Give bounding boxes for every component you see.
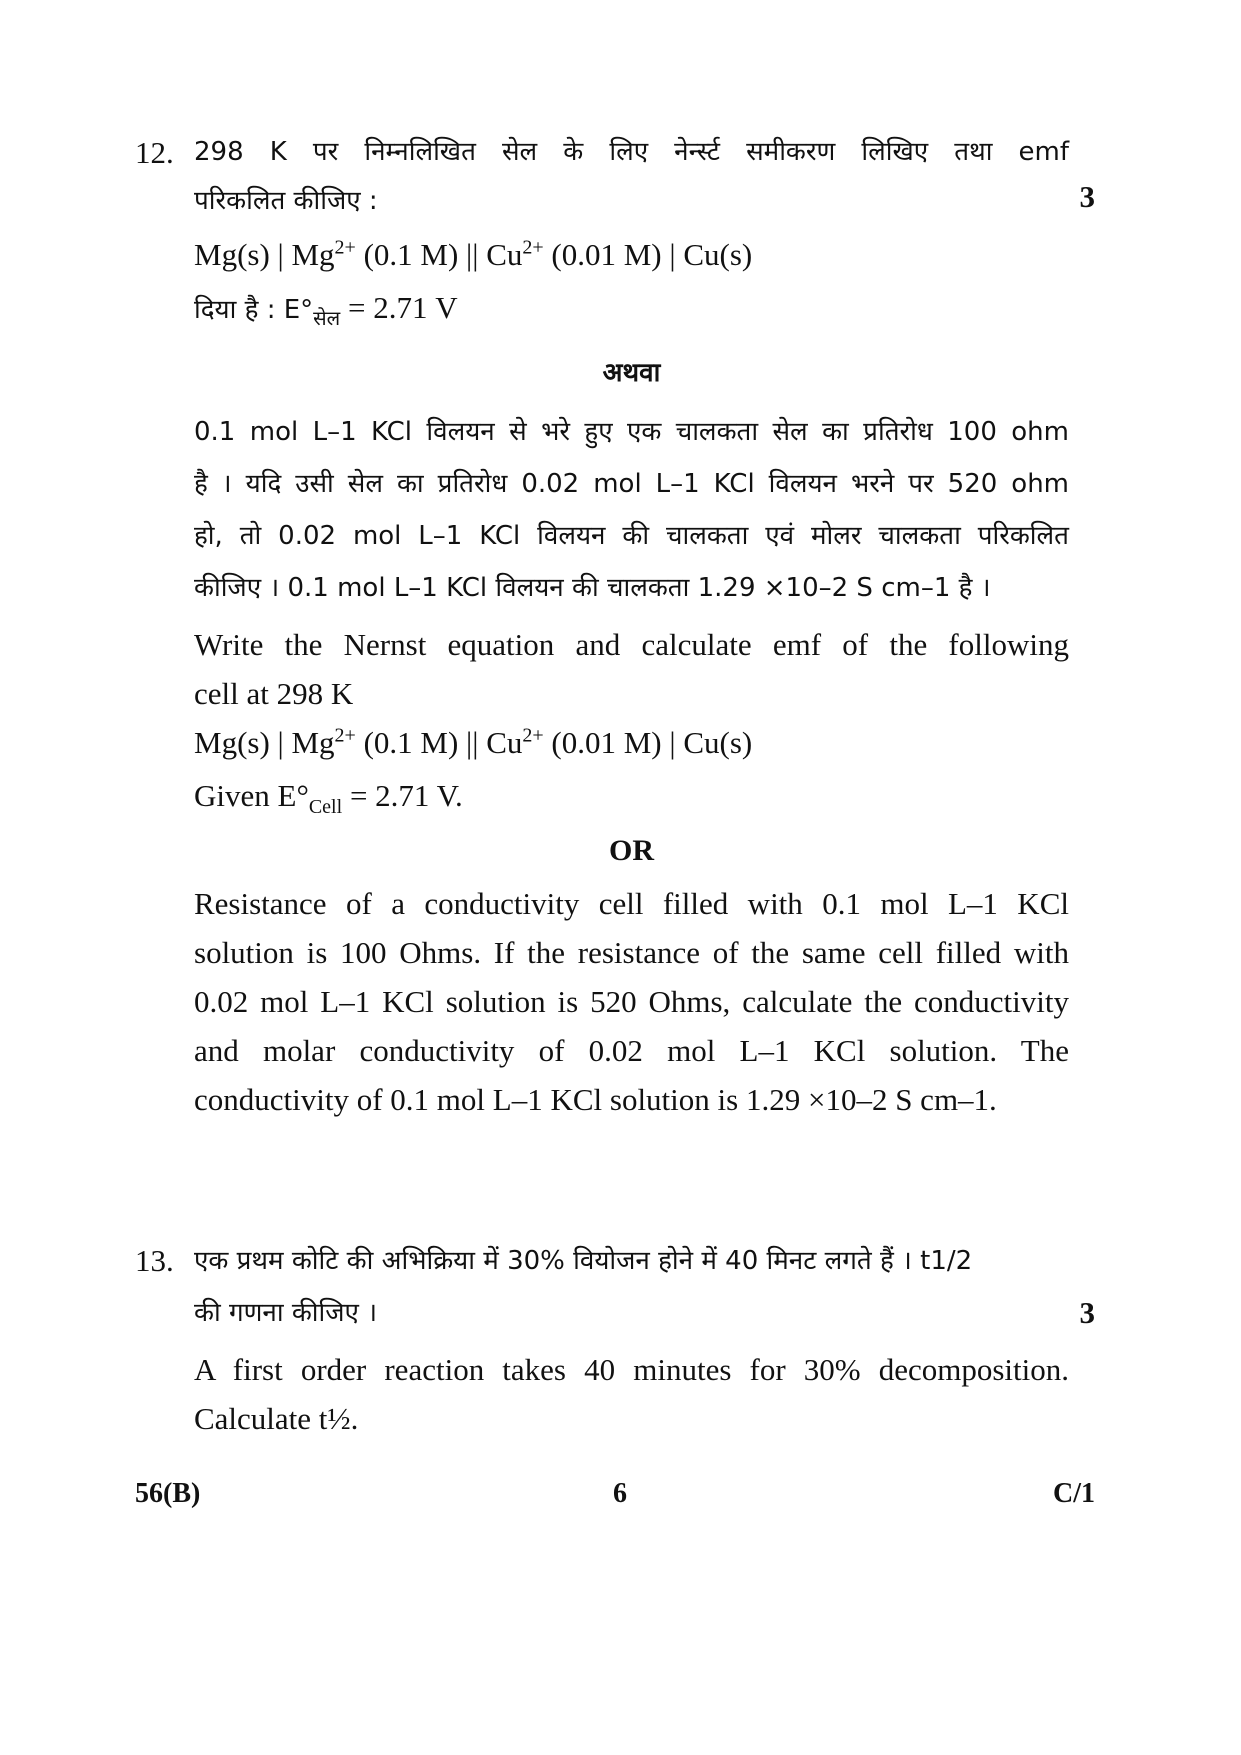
hindi-or-line: 0.1 mol L–1 KCl विलयन से भरे हुए एक चालकता सेल का प्रतिरोध 100 ohm xyxy=(194,417,1069,447)
question-number: 12. xyxy=(135,135,174,170)
hindi-question-line: एक प्रथम कोटि की अभिक्रिया में 30% वियोजन होने में 40 मिनट लगते हैं । t1/2 xyxy=(194,1246,973,1276)
hindi-or-line: हो, तो 0.02 mol L–1 KCl विलयन की चालकता एवं मोलर चालकता परिकलित xyxy=(194,521,1069,551)
given-hindi: दिया है : $E^\circ_{सेल} = 2.71$ V xyxy=(194,290,458,331)
english-or-line: conductivity of 0.1 mol L–1 KCl solution is 1.29 ×10–2 S cm–1. xyxy=(194,1082,997,1117)
english-question-line: A first order reaction takes 40 minutes for 30% decomposition. xyxy=(194,1352,1069,1387)
or-heading-english: OR xyxy=(609,834,654,867)
hindi-question-line: की गणना कीजिए । xyxy=(194,1298,378,1328)
hindi-question-line: परिकलित कीजिए : xyxy=(194,186,378,216)
cell-notation-hindi: Mg(s) | $Mg^{2+}$ (0.1 M) || $Cu^{2+}$ (0.01 M) | Cu(s) xyxy=(194,236,753,272)
english-question-line: Calculate t½. xyxy=(194,1401,359,1436)
hindi-or-line: है । यदि उसी सेल का प्रतिरोध 0.02 mol L–1 KCl विलयन भरने पर 520 ohm xyxy=(194,469,1069,499)
english-or-line: solution is 100 Ohms. If the resistance of the same cell filled with xyxy=(194,935,1069,970)
english-or-line: and molar conductivity of 0.02 mol L–1 KCl solution. The xyxy=(194,1033,1069,1068)
set-code: C/1 xyxy=(1053,1478,1095,1509)
cell-notation-english: Mg(s) | $Mg^{2+}$ (0.1 M) || $Cu^{2+}$ (0.01 M) | Cu(s) xyxy=(194,724,753,760)
given-english: Given $E^\circ_{Cell} = 2.71$ V. xyxy=(194,778,463,819)
hindi-or-line: कीजिए । 0.1 mol L–1 KCl विलयन की चालकता 1.29 ×10–2 S cm–1 है । xyxy=(194,573,991,603)
english-question-line: cell at 298 K xyxy=(194,676,354,711)
english-question-line: Write the Nernst equation and calculate emf of the following xyxy=(194,627,1069,662)
or-heading-hindi: अथवा xyxy=(602,358,661,388)
marks: 3 xyxy=(1079,1295,1095,1330)
hindi-question-line: 298 K पर निम्नलिखित सेल के लिए नेर्न्स्ट समीकरण लिखिए तथा emf xyxy=(194,137,1069,167)
paper-code: 56(B) xyxy=(135,1478,201,1509)
english-or-line: 0.02 mol L–1 KCl solution is 520 Ohms, calculate the conductivity xyxy=(194,984,1069,1019)
page-number: 6 xyxy=(613,1478,627,1509)
question-number: 13. xyxy=(135,1243,174,1278)
marks: 3 xyxy=(1079,179,1095,214)
english-or-line: Resistance of a conductivity cell filled with 0.1 mol L–1 KCl xyxy=(194,886,1069,921)
